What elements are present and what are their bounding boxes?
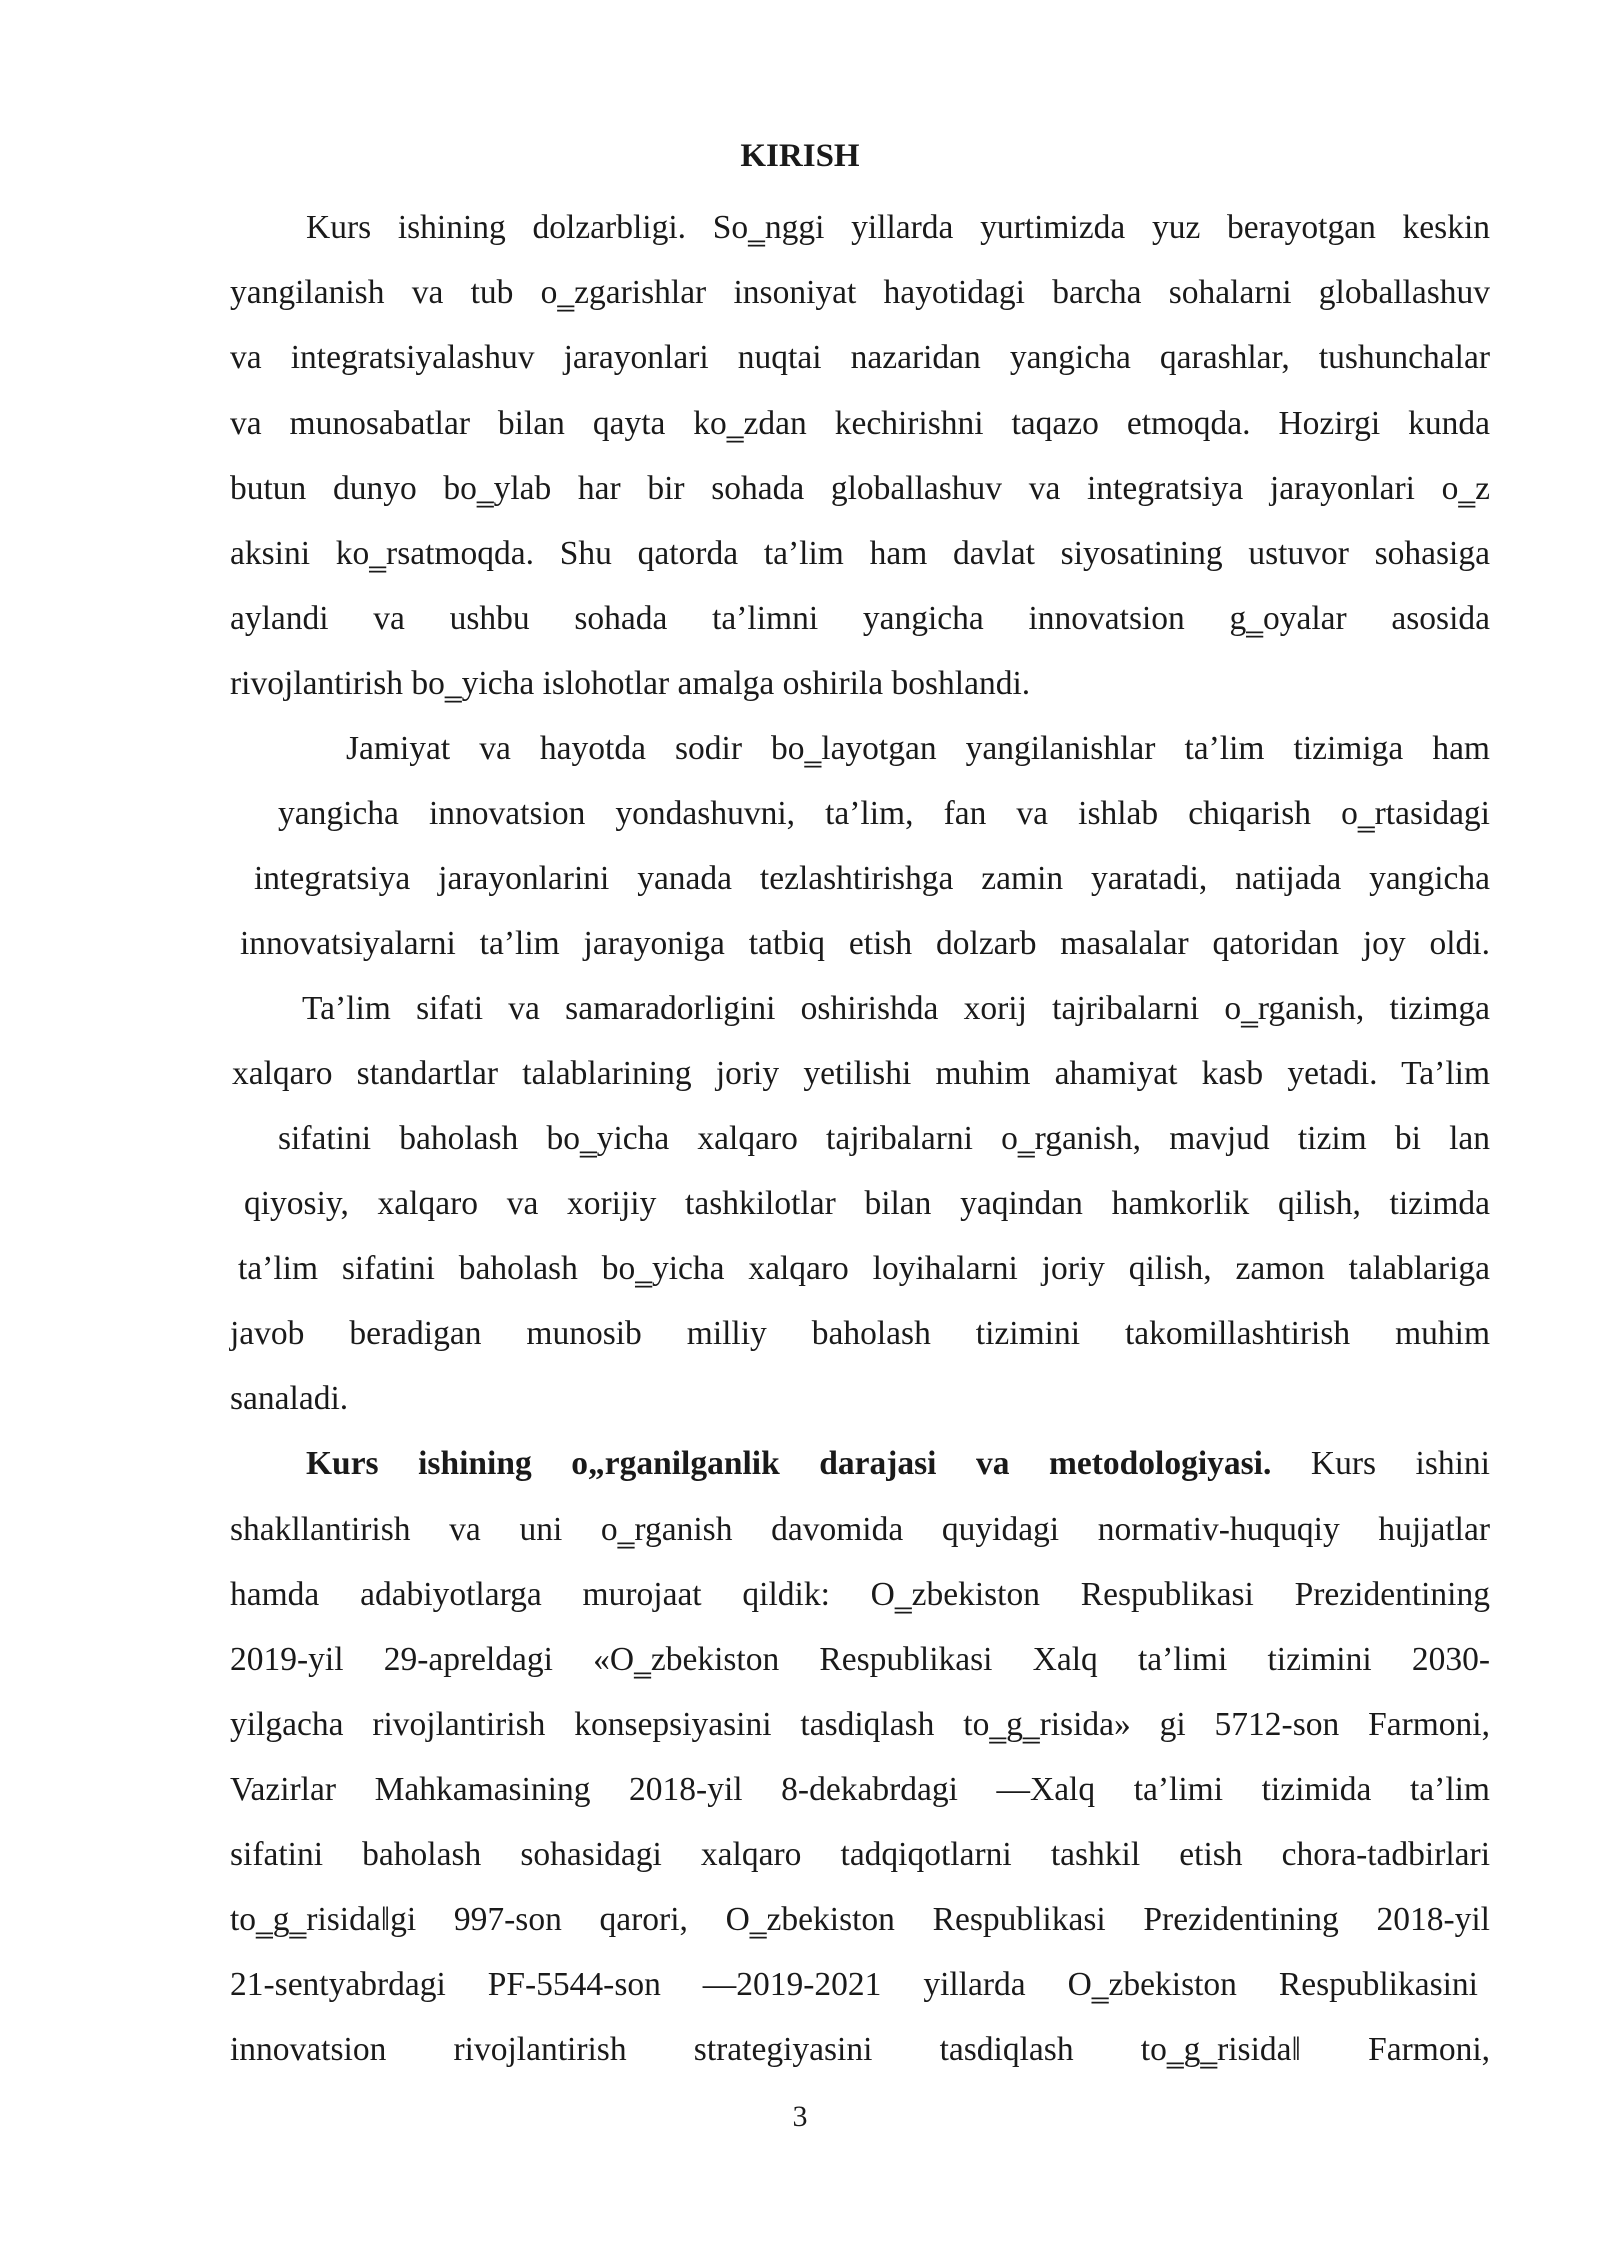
text-line: Vazirlar Mahkamasining 2018-yil 8-dekabrdagi —Xalq ta’limi tizimida ta’lim <box>230 1771 1490 1808</box>
page-title: KIRISH <box>740 138 860 174</box>
text-line: qiyosiy, xalqaro va xorijiy tashkilotlar bilan yaqindan hamkorlik qilish, tizimda <box>244 1185 1490 1222</box>
text-line: aylandi va ushbu sohada ta’limni yangicha innovatsion g‗oyalar asosida <box>230 600 1490 637</box>
text-line: rivojlantirish bo‗yicha islohotlar amalga oshirila boshlandi. <box>230 665 1031 702</box>
text-line: aksini ko‗rsatmoqda. Shu qatorda ta’lim ham davlat siyosatining ustuvor sohasiga <box>230 535 1490 572</box>
text-line: sifatini baholash bo‗yicha xalqaro tajribalarni o‗rganish, mavjud tizim bi lan <box>278 1120 1490 1157</box>
text-line: hamda adabiyotlarga murojaat qildik: O‗zbekiston Respublikasi Prezidentining <box>230 1576 1490 1613</box>
text-line: sanaladi. <box>230 1380 349 1417</box>
text-line: butun dunyo bo‗ylab har bir sohada globallashuv va integratsiya jarayonlari o‗z <box>230 470 1490 507</box>
text-line: Kurs ishining dolzarbligi. So‗nggi yillarda yurtimizda yuz berayotgan keskin <box>306 209 1490 246</box>
text-line <box>306 1444 1490 1484</box>
page-number: 3 <box>792 2100 808 2133</box>
text-line: javob beradigan munosib milliy baholash tizimini takomillashtirish muhim <box>230 1315 1490 1352</box>
text-line: yangicha innovatsion yondashuvni, ta’lim, fan va ishlab chiqarish o‗rtasidagi <box>278 795 1490 832</box>
section-lead-heading: Kurs ishining o„rganilganlik darajasi va metodologiyasi. <box>306 1445 1272 1482</box>
text-line: Jamiyat va hayotda sodir bo‗layotgan yangilanishlar ta’lim tizimiga ham <box>346 730 1490 767</box>
text-line: Ta’lim sifati va samaradorligini oshirishda xorij tajribalarni o‗rganish, tizimga <box>302 990 1490 1027</box>
text-line: yangilanish va tub o‗zgarishlar insoniyat hayotidagi barcha sohalarni globallashuv <box>230 274 1490 311</box>
text-line: yilgacha rivojlantirish konsepsiyasini tasdiqlash to‗g‗risida» gi 5712-son Farmoni, <box>230 1706 1490 1743</box>
text-line: 2019-yil 29-apreldagi «O‗zbekiston Respublikasi Xalq ta’limi tizimini 2030- <box>230 1641 1490 1678</box>
text-line: shakllantirish va uni o‗rganish davomida quyidagi normativ-huquqiy hujjatlar <box>230 1511 1490 1548</box>
text-line: 21-sentyabrdagi PF-5544-son —2019-2021 yillarda O‗zbekiston Respublikasini <box>230 1966 1478 2003</box>
text-line: va munosabatlar bilan qayta ko‗zdan kechirishni taqazo etmoqda. Hozirgi kunda <box>230 405 1490 442</box>
text-line: sifatini baholash sohasidagi xalqaro tadqiqotlarni tashkil etish chora-tadbirlari <box>230 1836 1490 1873</box>
text-line: innovatsiyalarni ta’lim jarayoniga tatbiq etish dolzarb masalalar qatoridan joy oldi. <box>240 925 1490 962</box>
text-line: va integratsiyalashuv jarayonlari nuqtai nazaridan yangicha qarashlar, tushunchalar <box>230 339 1490 376</box>
text-line: integratsiya jarayonlarini yanada tezlashtirishga zamin yaratadi, natijada yangicha <box>254 860 1490 897</box>
text-line: xalqaro standartlar talablarining joriy yetilishi muhim ahamiyat kasb yetadi. Ta’lim <box>232 1055 1490 1092</box>
text-line: ta’lim sifatini baholash bo‗yicha xalqaro loyihalarni joriy qilish, zamon talablariga <box>238 1250 1490 1287</box>
text-line: to‗g‗risida‖gi 997-son qarori, O‗zbekiston Respublikasi Prezidentining 2018-yil <box>230 1901 1490 1938</box>
text-line: innovatsion rivojlantirish strategiyasini tasdiqlash to‗g‗risida‖ Farmoni, <box>230 2031 1490 2068</box>
text-fragment: Kurs ishini <box>1310 1445 1490 1482</box>
